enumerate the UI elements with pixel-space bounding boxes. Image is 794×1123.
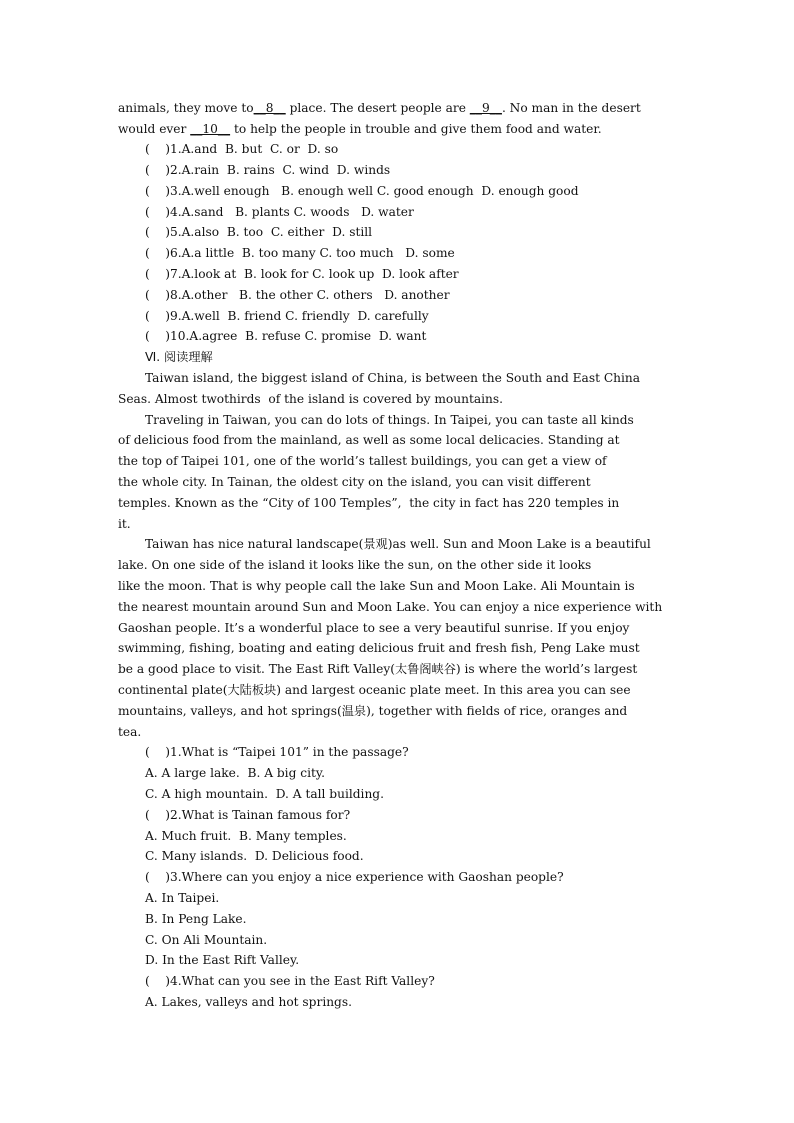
passage-line: the whole city. In Tainan, the oldest city on the island, you can visit different <box>118 475 591 489</box>
cloze-question: ( )7.A.look at B. look for C. look up D. look after <box>145 267 459 281</box>
passage-line: lake. On one side of the island it looks like the sun, on the other side it looks <box>118 558 592 572</box>
section-title: Ⅵ. 阅读理解 <box>145 350 213 364</box>
passage-line: Taiwan has nice natural landscape(景观)as well. Sun and Moon Lake is a beautiful <box>145 537 651 551</box>
blank-10: __10__ <box>190 122 231 136</box>
blank-8: __8__ <box>253 101 286 115</box>
reading-question: ( )3.Where can you enjoy a nice experience with Gaoshan people? <box>145 870 564 884</box>
cloze-question: ( )5.A.also B. too C. either D. still <box>145 225 373 239</box>
passage-line: Taiwan island, the biggest island of China, is between the South and East China <box>145 371 641 385</box>
passage-line: continental plate(大陆板块) and largest oceanic plate meet. In this area you can see <box>118 683 631 697</box>
reading-option: A. Much fruit. B. Many temples. <box>145 829 347 843</box>
cloze-intro-line: would ever __10__ to help the people in trouble and give them food and water. <box>118 122 602 136</box>
passage-line: swimming, fishing, boating and eating delicious fruit and fresh fish, Peng Lake must <box>118 641 640 655</box>
cloze-question: ( )3.A.well enough B. enough well C. good enough D. enough good <box>145 184 579 198</box>
reading-question: ( )1.What is “Taipei 101” in the passage? <box>145 745 409 759</box>
reading-option: C. On Ali Mountain. <box>145 933 268 947</box>
reading-option: B. In Peng Lake. <box>145 912 247 926</box>
reading-option: A. A large lake. B. A big city. <box>145 766 326 780</box>
passage-line: Gaoshan people. It’s a wonderful place to see a very beautiful sunrise. If you enjoy <box>118 621 630 635</box>
passage-line: the top of Taipei 101, one of the world’s tallest buildings, you can get a view of <box>118 454 607 468</box>
cloze-question: ( )10.A.agree B. refuse C. promise D. want <box>145 329 427 343</box>
passage-line: Seas. Almost twothirds of the island is covered by mountains. <box>118 392 503 406</box>
reading-question: ( )4.What can you see in the East Rift Valley? <box>145 974 435 988</box>
passage-line: the nearest mountain around Sun and Moon Lake. You can enjoy a nice experience with <box>118 600 663 614</box>
reading-option: C. Many islands. D. Delicious food. <box>145 849 364 863</box>
cloze-question: ( )6.A.a little B. too many C. too much D. some <box>145 246 455 260</box>
cloze-question: ( )8.A.other B. the other C. others D. another <box>145 288 450 302</box>
cloze-question: ( )2.A.rain B. rains C. wind D. winds <box>145 163 391 177</box>
cloze-question: ( )4.A.sand B. plants C. woods D. water <box>145 205 414 219</box>
passage-line: temples. Known as the “City of 100 Temples”, the city in fact has 220 temples in <box>118 496 620 510</box>
passage-line: Traveling in Taiwan, you can do lots of things. In Taipei, you can taste all kinds <box>145 413 634 427</box>
reading-option: A. Lakes, valleys and hot springs. <box>145 995 352 1009</box>
reading-question: ( )2.What is Tainan famous for? <box>145 808 351 822</box>
cloze-intro-line: animals, they move to__8__ place. The desert people are __9__. No man in the desert <box>118 101 641 115</box>
blank-9: __9__ <box>469 101 502 115</box>
cloze-question: ( )9.A.well B. friend C. friendly D. carefully <box>145 309 429 323</box>
passage-line: be a good place to visit. The East Rift Valley(太鲁阁峡谷) is where the world’s largest <box>118 662 638 676</box>
passage-line: like the moon. That is why people call the lake Sun and Moon Lake. Ali Mountain is <box>118 579 635 593</box>
passage-line: mountains, valleys, and hot springs(温泉), together with fields of rice, oranges and <box>118 704 628 718</box>
passage-line: of delicious food from the mainland, as well as some local delicacies. Standing at <box>118 433 620 447</box>
reading-option: D. In the East Rift Valley. <box>145 953 300 967</box>
passage-line: it. <box>118 517 131 531</box>
reading-option: C. A high mountain. D. A tall building. <box>145 787 384 801</box>
cloze-question: ( )1.A.and B. but C. or D. so <box>145 142 339 156</box>
reading-option: A. In Taipei. <box>145 891 220 905</box>
passage-line: tea. <box>118 725 142 739</box>
